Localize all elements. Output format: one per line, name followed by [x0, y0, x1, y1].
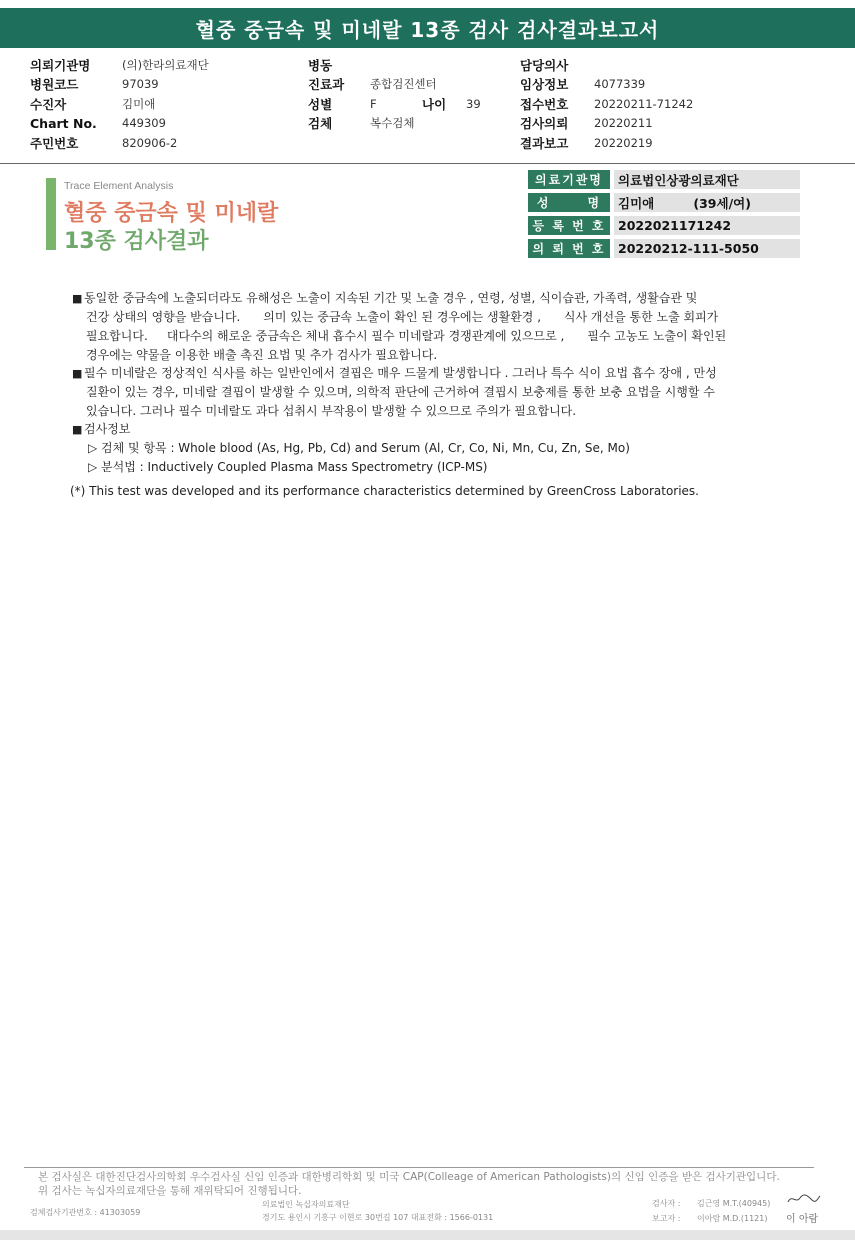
info-label: 접수번호 [520, 96, 569, 112]
info-label: 검사의뢰 [520, 116, 569, 132]
info-label: 의뢰기관명 [30, 57, 91, 73]
paragraph-line: 필요합니다. 대다수의 해로운 중금속은 체내 흡수시 필수 미네랄과 경쟁관계에 있으므로 , 필수 고농도 노출이 확인된 [86, 329, 727, 343]
info-row-chart-no [30, 114, 209, 134]
info-label: 병동 [308, 57, 333, 73]
info-value: 97039 [122, 77, 159, 92]
info-value: 20220211 [594, 116, 653, 131]
tester-name: 김근영 M.T.(40945) [697, 1199, 771, 1208]
info-value: 39 [466, 96, 481, 111]
paragraph-test-info [72, 420, 792, 477]
reporter-label: 보고자 : [652, 1214, 681, 1223]
patient-row-request-no [528, 239, 800, 258]
info-row-receipt-no [520, 94, 693, 114]
patient-value: 2022021171242 [614, 216, 800, 235]
footnote: (*) This test was developed and its performance characteristics determined by GreenCross Laboratories. [70, 484, 699, 498]
footer-line-2: 위 검사는 녹십자의료재단을 통해 재위탁되어 진행됩니다. [38, 1185, 302, 1197]
paragraph-line: 있습니다. 그러나 필수 미네랄도 과다 섭취시 부작용이 발생할 수 있으므로 주의가 필요합니다. [86, 404, 577, 418]
signature-name: 이 아람 [786, 1214, 819, 1225]
lab-code: 검체검사기관번호 : 41303059 [30, 1208, 141, 1217]
info-row-patient [30, 94, 209, 114]
info-column-2 [308, 55, 481, 133]
info-row-doctor [520, 55, 693, 75]
info-value: 20220219 [594, 135, 653, 150]
info-column-1 [30, 55, 209, 153]
info-label: Chart No. [30, 115, 97, 131]
patient-info-header [0, 55, 855, 165]
header-divider [0, 163, 855, 164]
info-label: 임상정보 [520, 77, 569, 93]
info-value: 종합검진센터 [370, 77, 437, 92]
info-row-requesting-org [30, 55, 209, 75]
signature-icon [786, 1192, 822, 1206]
info-row-sex-age [308, 94, 481, 114]
reporter-name: 이아람 M.D.(1121) [697, 1214, 768, 1223]
info-label: 병원코드 [30, 77, 79, 93]
info-label: 진료과 [308, 77, 345, 93]
info-value: 복수검체 [370, 116, 415, 131]
info-label: 주민번호 [30, 135, 79, 151]
patient-row-registration-no [528, 216, 800, 235]
info-row-ward [308, 55, 481, 75]
report-title: 혈중 중금속 및 미네랄 13종 검사 검사결과보고서 [0, 8, 855, 48]
section-accent-bar [46, 178, 56, 250]
info-row-result-report [520, 133, 693, 153]
patient-label: 의 뢰 번 호 [528, 239, 610, 258]
paragraph-line: 건강 상태의 영향을 받습니다. 의미 있는 중금속 노출이 확인 된 경우에는 생활환경 , 식사 개선을 통한 노출 회피가 [86, 310, 719, 324]
info-label: 나이 [422, 96, 447, 112]
paragraph-line: 필수 미네랄은 정상적인 식사를 하는 일반인에서 결핍은 매우 드물게 발생합니다 . 그러나 특수 식이 요법 흡수 장애 , 만성 [84, 366, 717, 380]
patient-label: 등 록 번 호 [528, 216, 610, 235]
info-row-hospital-code [30, 75, 209, 95]
patient-label: 성 명 [528, 193, 610, 212]
paragraph-line: 경우에는 약물을 이용한 배출 촉진 요법 및 추가 검사가 필요합니다. [86, 348, 438, 362]
info-row-resident-no [30, 133, 209, 153]
info-value: 4077339 [594, 77, 646, 92]
section-title-line-1: 혈중 중금속 및 미네랄 [64, 201, 279, 226]
info-value: 820906-2 [122, 135, 178, 150]
info-column-3 [520, 55, 693, 153]
test-info-method: ▷ 분석법 : Inductively Coupled Plasma Mass Spectrometry (ICP-MS) [88, 460, 488, 474]
paragraph-line: 질환이 있는 경우, 미네랄 결핍이 발생할 수 있으며, 의학적 판단에 근거하여 결핍시 보충제를 통한 보충 요법을 시행할 수 [86, 385, 715, 399]
square-bullet-icon: ■ [72, 423, 83, 436]
info-value: F [370, 96, 377, 111]
section-subtitle: Trace Element Analysis [64, 180, 174, 192]
square-bullet-icon: ■ [72, 367, 83, 380]
paragraph-line: 동일한 중금속에 노출되더라도 유해성은 노출이 지속된 기간 및 노출 경우 , 연령, 성별, 식이습관, 가족력, 생활습관 및 [84, 291, 698, 305]
test-info-heading: 검사정보 [84, 422, 131, 436]
tester-label: 검사자 : [652, 1199, 681, 1208]
info-value: 449309 [122, 116, 166, 131]
info-row-department [308, 75, 481, 95]
info-label: 결과보고 [520, 135, 569, 151]
patient-value: 20220212-111-5050 [614, 239, 800, 258]
info-row-specimen [308, 114, 481, 134]
org-name: 의료법인 녹십자의료재단 [262, 1200, 350, 1209]
info-value: (의)한라의료재단 [122, 57, 209, 72]
patient-summary-table [528, 170, 800, 262]
info-value: 김미애 [122, 96, 156, 111]
patient-value: 김미애 (39세/여) [614, 193, 800, 212]
footer-accreditation [38, 1170, 780, 1198]
org-address: 경기도 용인시 기흥구 이현로 30번길 107 대표전화 : 1566-0131 [262, 1213, 494, 1222]
paragraph-heavy-metals [72, 289, 792, 365]
page-bottom-bar [0, 1230, 855, 1240]
info-value: 20220211-71242 [594, 96, 694, 111]
patient-row-institution [528, 170, 800, 189]
section-title-line-2: 13종 검사결과 [64, 229, 209, 254]
info-label: 성별 [308, 96, 333, 112]
square-bullet-icon: ■ [72, 292, 83, 305]
patient-value: 의료법인상광의료재단 [614, 170, 800, 189]
patient-label: 의료기관명 [528, 170, 610, 189]
info-row-test-request [520, 114, 693, 134]
footer-line-1: 본 검사실은 대한진단검사의학회 우수검사실 신임 인증과 대한병리학회 및 미국 CAP(Colleage of American Pathologists)의 신임 인증을 받은 검사기관입니다. [38, 1171, 780, 1183]
info-label: 담당의사 [520, 57, 569, 73]
paragraph-minerals [72, 364, 792, 421]
test-info-specimen: ▷ 검체 및 항목 : Whole blood (As, Hg, Pb, Cd) and Serum (Al, Cr, Co, Ni, Mn, Cu, Zn, Se, Mo) [88, 441, 630, 455]
info-row-clinical-info [520, 75, 693, 95]
footer-divider [24, 1167, 814, 1168]
info-label: 검체 [308, 116, 333, 132]
info-label: 수진자 [30, 96, 67, 112]
patient-row-name [528, 193, 800, 212]
